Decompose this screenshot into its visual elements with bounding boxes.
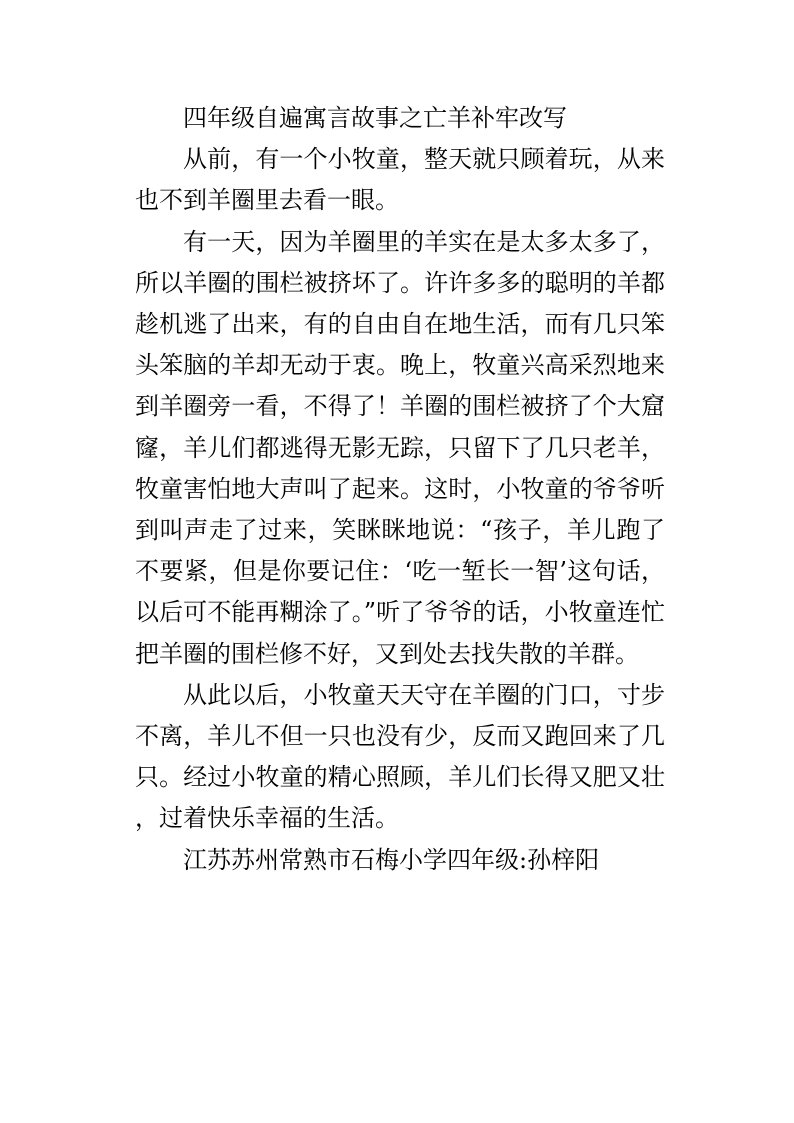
- paragraph-2: 有一天，因为羊圈里的羊实在是太多太多了，所以羊圈的围栏被挤坏了。许许多多的聪明的羊都趁机逃了出来，有的自由自在地生活，而有几只笨头笨脑的羊却无动于衷。晚上，牧童兴高采烈地来到羊圈旁一看，不得了！羊圈的围栏被挤了个大窟窿，羊儿们都逃得无影无踪，只留下了几只老羊，牧童害怕地大声叫了起来。这时，小牧童的爷爷听到叫声走了过来，笑眯眯地说：“孩子，羊儿跑了不要紧，但是你要记住：‘吃一堑长一智’这句话，以后可不能再糊涂了。”听了爷爷的话，小牧童连忙把羊圈的围栏修不好，又到处去找失散的羊群。: [135, 227, 665, 668]
- paragraph-1: 从前，有一个小牧童，整天就只顾着玩，从来也不到羊圈里去看一眼。: [135, 145, 665, 215]
- author-line: 江苏苏州常熟市石梅小学四年级:孙梓阳: [183, 845, 600, 874]
- document-title: 四年级自遍寓言故事之亡羊补牢改写: [183, 104, 567, 132]
- paragraph-3: 从此以后，小牧童天天守在羊圈的门口，寸步不离，羊儿不但一只也没有少，反而又跑回来了几只。经过小牧童的精心照顾，羊儿们长得又肥又壮，过着快乐幸福的生活。: [135, 680, 665, 833]
- document-body: [135, 98, 665, 881]
